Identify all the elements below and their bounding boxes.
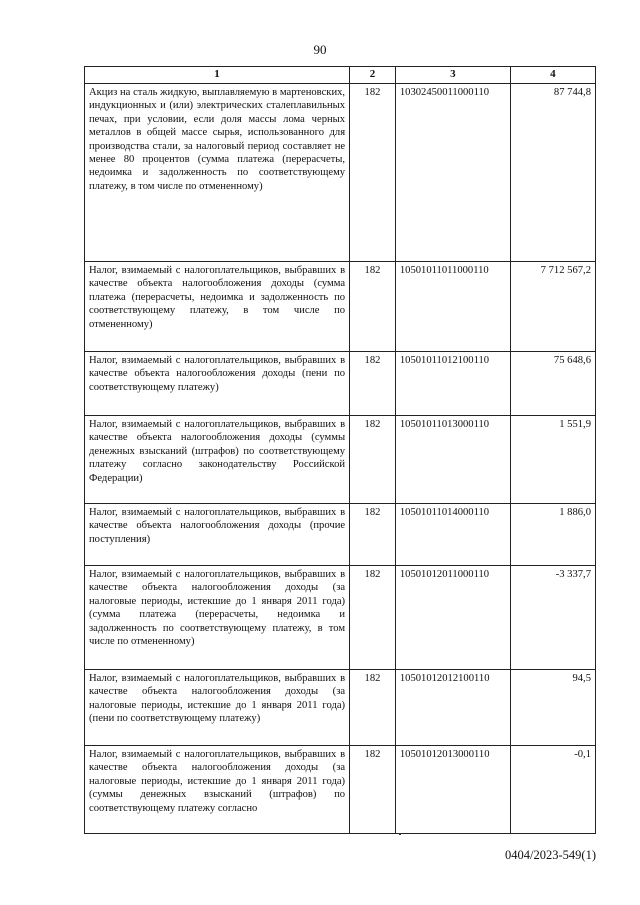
admin-code-cell: 182 bbox=[350, 262, 396, 352]
budget-table bbox=[84, 66, 596, 834]
budget-code-cell: 10302450011000110 bbox=[395, 84, 510, 262]
header-col-1: 1 bbox=[85, 67, 350, 84]
table-row bbox=[85, 352, 596, 416]
admin-code-cell: 182 bbox=[350, 746, 396, 834]
table-row bbox=[85, 746, 596, 834]
admin-code-cell: 182 bbox=[350, 352, 396, 416]
admin-code-cell: 182 bbox=[350, 416, 396, 504]
budget-code-cell: 10501011013000110 bbox=[395, 416, 510, 504]
table-row bbox=[85, 416, 596, 504]
budget-code-cell: 10501012013000110 bbox=[395, 746, 510, 834]
budget-code-cell: 10501011012100110 bbox=[395, 352, 510, 416]
revenue-name-cell: Налог, взимаемый с налогоплательщиков, выбравших в качестве объекта налогообложения доходы (за налоговые периоды, истекшие до 1 января 2011 года) (пени по соответствующему платежу) bbox=[85, 670, 350, 746]
document-id: 0404/2023-549(1) bbox=[505, 848, 596, 862]
amount-cell: 1 551,9 bbox=[510, 416, 595, 504]
amount-cell: 1 886,0 bbox=[510, 504, 595, 566]
budget-code-cell: 10501012012100110 bbox=[395, 670, 510, 746]
header-col-2: 2 bbox=[350, 67, 396, 84]
budget-code-cell: 10501012011000110 bbox=[395, 566, 510, 670]
header-col-4: 4 bbox=[510, 67, 595, 84]
admin-code-cell: 182 bbox=[350, 670, 396, 746]
table-row bbox=[85, 84, 596, 262]
amount-cell: 75 648,6 bbox=[510, 352, 595, 416]
table-row bbox=[85, 504, 596, 566]
table-row bbox=[85, 262, 596, 352]
admin-code-cell: 182 bbox=[350, 84, 396, 262]
table-row bbox=[85, 670, 596, 746]
admin-code-cell: 182 bbox=[350, 566, 396, 670]
table-row bbox=[85, 566, 596, 670]
admin-code-cell: 182 bbox=[350, 504, 396, 566]
budget-code-cell: 10501011014000110 bbox=[395, 504, 510, 566]
budget-code-cell: 10501011011000110 bbox=[395, 262, 510, 352]
amount-cell: 94,5 bbox=[510, 670, 595, 746]
amount-cell: 87 744,8 bbox=[510, 84, 595, 262]
revenue-name-cell: Налог, взимаемый с налогоплательщиков, выбравших в качестве объекта налогообложения доходы (прочие поступления) bbox=[85, 504, 350, 566]
revenue-name-cell: Налог, взимаемый с налогоплательщиков, выбравших в качестве объекта налогообложения доходы (пени по соответствующему платежу) bbox=[85, 352, 350, 416]
amount-cell: 7 712 567,2 bbox=[510, 262, 595, 352]
amount-cell: -0,1 bbox=[510, 746, 595, 834]
revenue-name-cell: Налог, взимаемый с налогоплательщиков, выбравших в качестве объекта налогообложения доходы (суммы денежных взысканий (штрафов) по соответствующему платежу согласно законодательству Российской Федерации) bbox=[85, 416, 350, 504]
revenue-name-cell: Налог, взимаемый с налогоплательщиков, выбравших в качестве объекта налогообложения доходы (за налоговые периоды, истекшие до 1 января 2011 года) (суммы денежных взысканий (штрафов) по соответствующему платежу согласно bbox=[85, 746, 350, 834]
revenue-name-cell: Налог, взимаемый с налогоплательщиков, выбравших в качестве объекта налогообложения доходы (за налоговые периоды, истекшие до 1 января 2011 года) (сумма платежа (перерасчеты, недоимка и задолженность по соответствующему платежу, в том числе по отмененному) bbox=[85, 566, 350, 670]
page-number: 90 bbox=[313, 42, 327, 57]
header-col-3: 3 bbox=[395, 67, 510, 84]
amount-cell: -3 337,7 bbox=[510, 566, 595, 670]
revenue-name-cell: Налог, взимаемый с налогоплательщиков, выбравших в качестве объекта налогообложения доходы (сумма платежа (перерасчеты, недоимка и задолженность по соответствующему платежу, в том числе по отмененному) bbox=[85, 262, 350, 352]
revenue-name-cell: Акциз на сталь жидкую, выплавляемую в мартеновских, индукционных и (или) электрических сталеплавильных печах, при условии, если доля массы лома черных металлов в общей массе сырья, использованного для производства стали, за налоговый период составляет не менее 80 процентов (сумма платежа (перерасчеты, недоимка и задолженность по соответствующему платежу, в том числе по отмененному) bbox=[85, 84, 350, 262]
scan-dot-mark bbox=[399, 833, 401, 835]
table-header-row bbox=[85, 67, 596, 84]
